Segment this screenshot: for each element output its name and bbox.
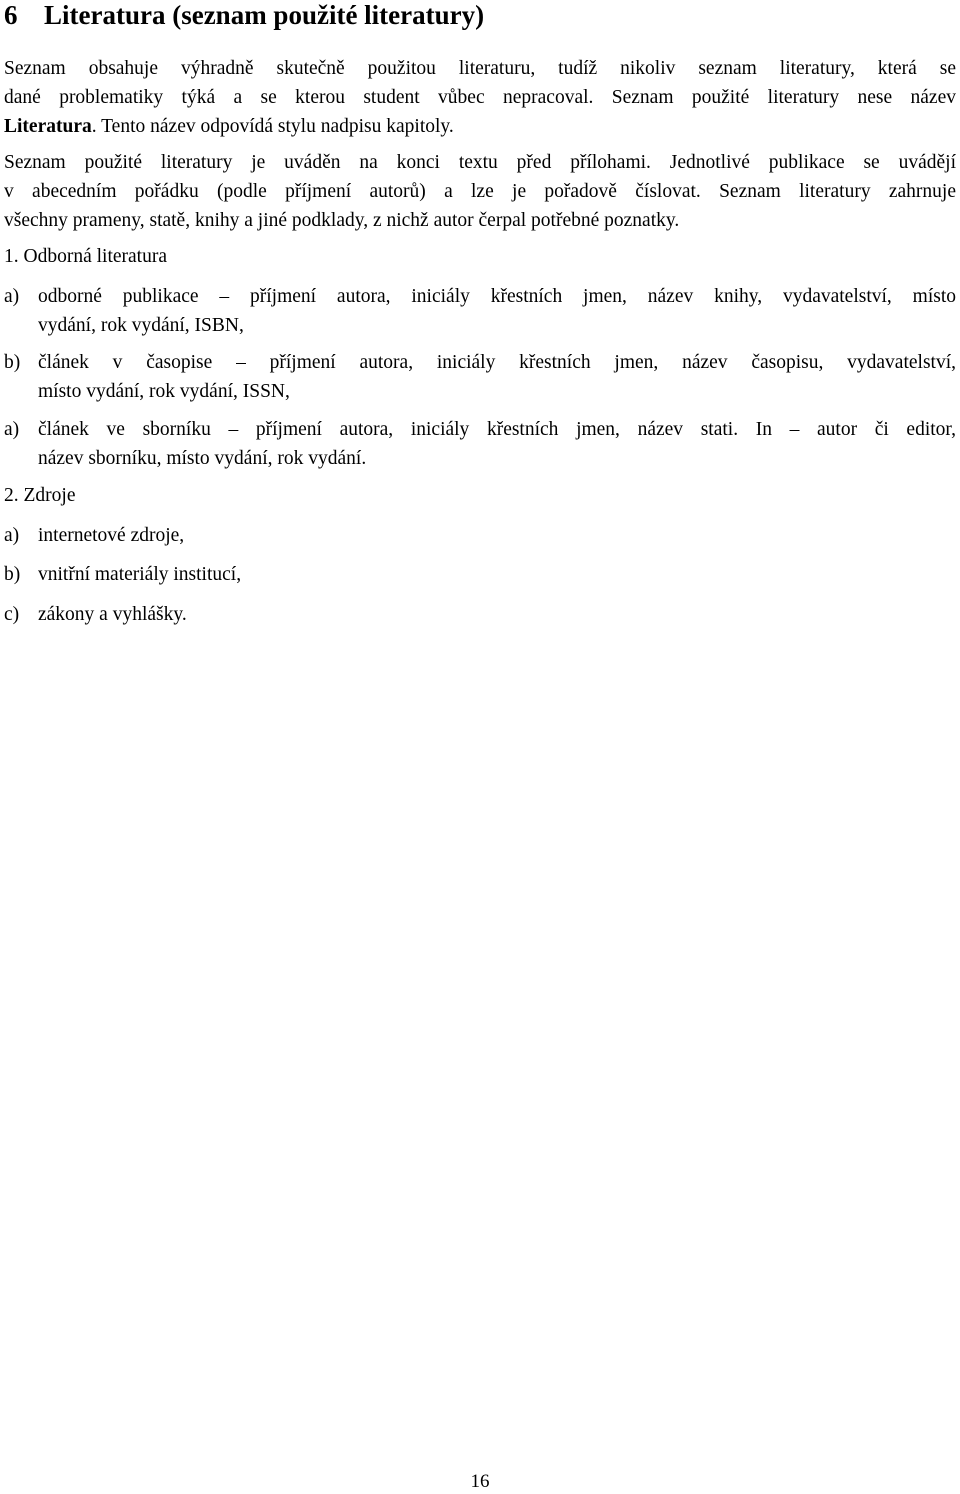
list-marker: a): [4, 525, 20, 546]
list-marker: b): [4, 564, 21, 585]
chapter-number: 6: [4, 0, 18, 30]
paragraph-line: [4, 112, 956, 141]
list-item-line: název sborníku, místo vydání, rok vydání.: [38, 448, 367, 469]
list-item: [4, 282, 956, 340]
list-marker: a): [4, 286, 20, 307]
list-item: [4, 521, 956, 550]
section-title-zdroje: 2. Zdroje: [4, 485, 76, 506]
list-marker: b): [4, 352, 21, 373]
list-item-line: místo vydání, rok vydání, ISSN,: [38, 381, 290, 402]
list-item-line: odborné publikace – příjmení autora, iniciály křestních jmen, název knihy, vydavatelství, místo: [38, 286, 956, 307]
list-item-line: článek v časopise – příjmení autora, iniciály křestních jmen, název časopisu, vydavatelství,: [38, 352, 956, 373]
list-item-text: vnitřní materiály institucí,: [38, 564, 242, 585]
list-item: [4, 560, 956, 589]
paragraph-rules: [4, 148, 956, 235]
paragraph-intro: [4, 54, 956, 141]
paragraph-line: v abecedním pořádku (podle příjmení autorů) a lze je pořadově číslovat. Seznam literatury zahrnuje: [4, 181, 956, 202]
list-item: [4, 415, 956, 473]
chapter-title: Literatura (seznam použité literatury): [44, 0, 485, 30]
section-title-odborna-literatura: 1. Odborná literatura: [4, 246, 167, 267]
chapter-heading: [4, 0, 484, 32]
list-item-line: vydání, rok vydání, ISBN,: [38, 315, 244, 336]
list-item: [4, 348, 956, 406]
paragraph-line: dané problematiky týká a se kterou student vůbec nepracoval. Seznam použité literatury nese název: [4, 87, 956, 108]
list-marker: c): [4, 604, 20, 625]
list-item-line: článek ve sborníku – příjmení autora, iniciály křestních jmen, název stati. In – autor či editor,: [38, 419, 956, 440]
list-item-text: zákony a vyhlášky.: [38, 604, 187, 625]
paragraph-line: Seznam obsahuje výhradně skutečně použitou literaturu, tudíž nikoliv seznam literatury, která se: [4, 58, 956, 79]
paragraph-line-rest: . Tento název odpovídá stylu nadpisu kapitoly.: [91, 116, 454, 137]
list-marker: a): [4, 419, 20, 440]
list-item-text: internetové zdroje,: [38, 525, 185, 546]
paragraph-line: Seznam použité literatury je uváděn na konci textu před přílohami. Jednotlivé publikace se uvádějí: [4, 152, 956, 173]
list-item: [4, 600, 956, 629]
bold-term: Literatura: [4, 116, 92, 137]
page-number: 16: [470, 1471, 490, 1492]
paragraph-line: všechny prameny, statě, knihy a jiné podklady, z nichž autor čerpal potřebné poznatky.: [4, 210, 680, 231]
